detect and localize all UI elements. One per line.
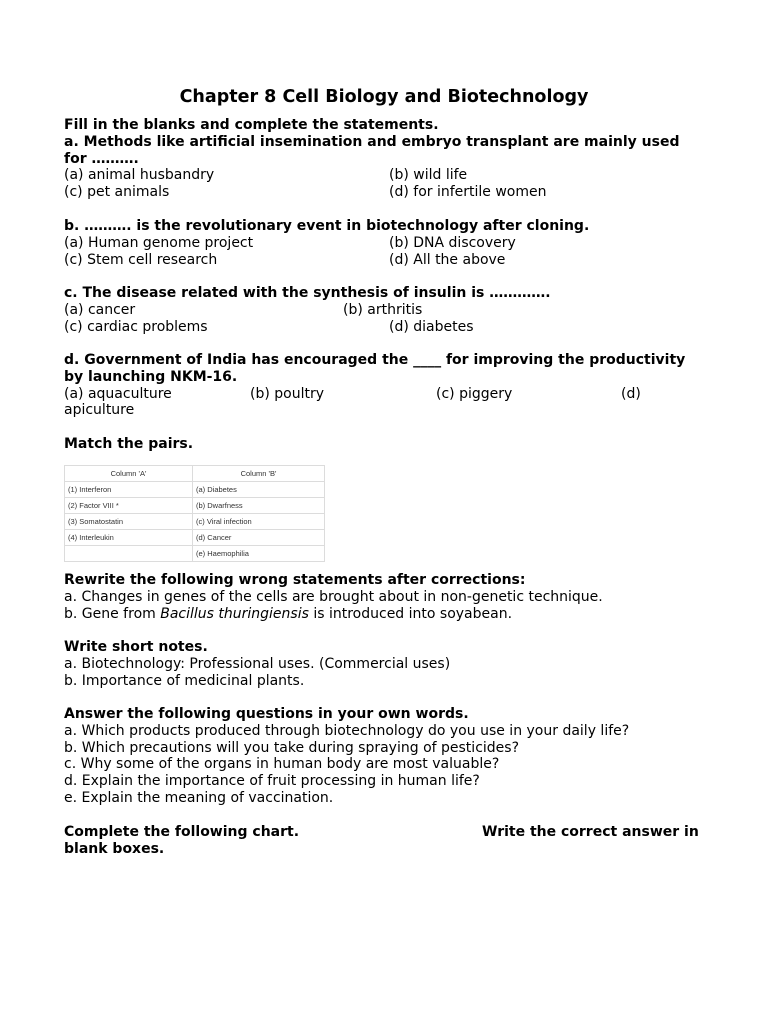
match-table-row: [65, 482, 325, 498]
column-b-item: (a) Diabetes: [193, 482, 325, 498]
question-c-options-row1: [64, 302, 704, 319]
own-words-heading: Answer the following questions in your own words.: [64, 706, 469, 722]
own-words-question: a. Which products produced through biotechnology do you use in your daily life?: [64, 722, 630, 739]
question-b-options-row1: [64, 235, 704, 252]
question-a-option-b: (b) wild life: [389, 167, 468, 184]
rewrite-b-prefix: b. Gene from: [64, 605, 161, 622]
rewrite-statement-a: a. Changes in genes of the cells are brought about in non-genetic technique.: [64, 588, 603, 605]
own-words-section: [64, 706, 704, 807]
question-b-option-d: (d) All the above: [389, 251, 506, 268]
chart-task-section: [64, 824, 704, 858]
match-section: [64, 436, 704, 453]
column-a-header: Column 'A': [65, 466, 193, 482]
question-c-option-d: (d) diabetes: [389, 318, 474, 335]
question-c: [64, 285, 704, 335]
column-b-header: Column 'B': [193, 466, 325, 482]
own-words-question: b. Which precautions will you take during spraying of pesticides?: [64, 739, 519, 756]
column-b-item: (e) Haemophilia: [193, 546, 325, 562]
question-b-option-a: (a) Human genome project: [64, 234, 254, 251]
question-a-options-row2: [64, 184, 704, 201]
column-b-item: (d) Cancer: [193, 530, 325, 546]
fill-blanks-section: [64, 117, 704, 201]
column-b-item: (b) Dwarfness: [193, 498, 325, 514]
rewrite-b-species: Bacillus thuringiensis: [160, 605, 309, 622]
column-b-item: (c) Viral infection: [193, 514, 325, 530]
match-table-row: [65, 546, 325, 562]
page-title: Chapter 8 Cell Biology and Biotechnology: [179, 87, 589, 107]
question-c-option-c: (c) cardiac problems: [64, 318, 208, 335]
own-words-question: e. Explain the meaning of vaccination.: [64, 789, 334, 806]
question-b-option-b: (b) DNA discovery: [389, 234, 516, 251]
chart-task-left: Complete the following chart.: [64, 824, 300, 840]
question-d-option-b: (b) poultry: [250, 385, 325, 402]
short-note-item: b. Importance of medicinal plants.: [64, 672, 305, 689]
match-table-wrapper: [64, 465, 704, 562]
question-c-options-row2: [64, 319, 704, 336]
rewrite-statement-b: [64, 606, 704, 623]
short-notes-heading: Write short notes.: [64, 639, 208, 655]
question-a-text: a. Methods like artificial insemination and embryo transplant are mainly used for ……….: [64, 133, 680, 167]
question-b: [64, 218, 704, 268]
question-c-option-a: (a) cancer: [64, 301, 136, 318]
short-notes-section: [64, 639, 704, 689]
column-a-item: (3) Somatostatin: [65, 514, 193, 530]
column-a-item: [65, 546, 193, 562]
question-c-text: c. The disease related with the synthesis of insulin is ………….: [64, 285, 551, 301]
column-a-item: (1) Interferon: [65, 482, 193, 498]
question-a-option-d: (d) for infertile women: [389, 184, 547, 201]
column-a-item: (2) Factor VIII *: [65, 498, 193, 514]
match-table: [64, 465, 325, 562]
question-a-option-c: (c) pet animals: [64, 184, 170, 201]
match-heading: Match the pairs.: [64, 436, 194, 452]
question-b-options-row2: [64, 252, 704, 269]
question-a-option-a: (a) animal husbandry: [64, 167, 215, 184]
fill-blanks-heading: Fill in the blanks and complete the statements.: [64, 117, 439, 133]
question-b-option-c: (c) Stem cell research: [64, 251, 218, 268]
rewrite-section: [64, 572, 704, 622]
rewrite-b-suffix: is introduced into soyabean.: [308, 605, 513, 622]
question-b-text: b. ………. is the revolutionary event in biotechnology after cloning.: [64, 218, 590, 234]
question-d-text: d. Government of India has encouraged the ____ for improving the productivity by launching NKM-16.: [64, 352, 686, 385]
question-d-option-d-text: apiculture: [64, 402, 135, 419]
chart-task-second-line: blank boxes.: [64, 840, 165, 857]
own-words-question: d. Explain the importance of fruit processing in human life?: [64, 773, 480, 790]
short-note-item: a. Biotechnology: Professional uses. (Commercial uses): [64, 655, 451, 672]
column-a-item: (4) Interleukin: [65, 530, 193, 546]
question-d-options-row1: [64, 386, 704, 403]
own-words-question: c. Why some of the organs in human body are most valuable?: [64, 756, 500, 773]
chart-task-right: Write the correct answer in: [482, 824, 699, 840]
match-table-header-row: [65, 466, 325, 482]
question-d-option-a: (a) aquaculture: [64, 385, 172, 402]
question-d-option-d: (d): [621, 385, 641, 402]
rewrite-heading: Rewrite the following wrong statements after corrections:: [64, 572, 526, 588]
question-c-option-b: (b) arthritis: [343, 301, 423, 318]
chart-task-row: [64, 824, 704, 841]
match-table-row: [65, 514, 325, 530]
match-table-row: [65, 498, 325, 514]
match-table-row: [65, 530, 325, 546]
question-d-option-c: (c) piggery: [436, 385, 513, 402]
question-d: [64, 352, 704, 419]
question-a-options-row1: [64, 167, 704, 184]
